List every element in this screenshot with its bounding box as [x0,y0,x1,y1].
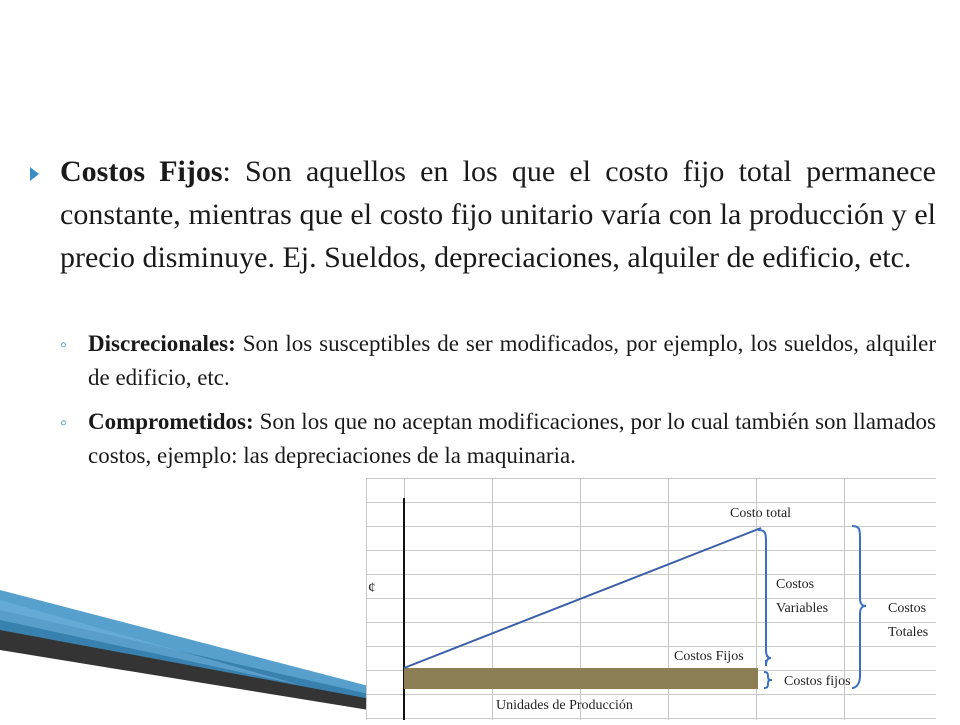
fixed-cost-band [404,668,758,689]
sub-bullet-icon: ◦ [60,412,68,434]
sub-definition: Son los que no aceptan modificaciones, por lo cual también son llamados costos, ejemplo: las depreciaciones de la maquinaria. [88,409,936,468]
main-bullet-text [60,150,936,279]
cost-chart [366,478,936,720]
label-costos-variables-1: Costos [776,577,815,592]
decorative-swoosh [0,590,420,720]
label-costos-totales-2: Totales [888,625,929,640]
bullet-arrow-icon [30,167,39,181]
sub-term: Comprometidos: [88,409,254,434]
label-costos-totales-1: Costos [888,601,927,616]
sub-bullet-icon: ◦ [60,334,68,356]
label-costos-variables-2: Variables [776,601,829,616]
sub-point-comprometidos [88,405,936,473]
main-term: Costos Fijos [60,155,223,188]
sub-term: Discrecionales: [88,331,236,356]
x-axis-label: Unidades de Producción [496,698,633,713]
label-costos-fijos-side: Costos fijos [784,674,851,689]
label-costo-total: Costo total [730,506,792,521]
main-definition: : Son aquellos en los que el costo fijo total permanece constante, mientras que el costo fijo unitario varía con la producción y el precio disminuye. Ej. Sueldos, depreciaciones, alquiler de edificio, etc. [60,155,936,274]
sub-point-discrecionales [88,327,936,395]
label-costos-fijos-top: Costos Fijos [674,649,744,664]
y-axis-label: ¢ [368,580,376,596]
cost-chart-svg [366,478,936,720]
sub-definition: Son los susceptibles de ser modificados, por ejemplo, los sueldos, alquiler de edificio, etc. [88,331,936,390]
